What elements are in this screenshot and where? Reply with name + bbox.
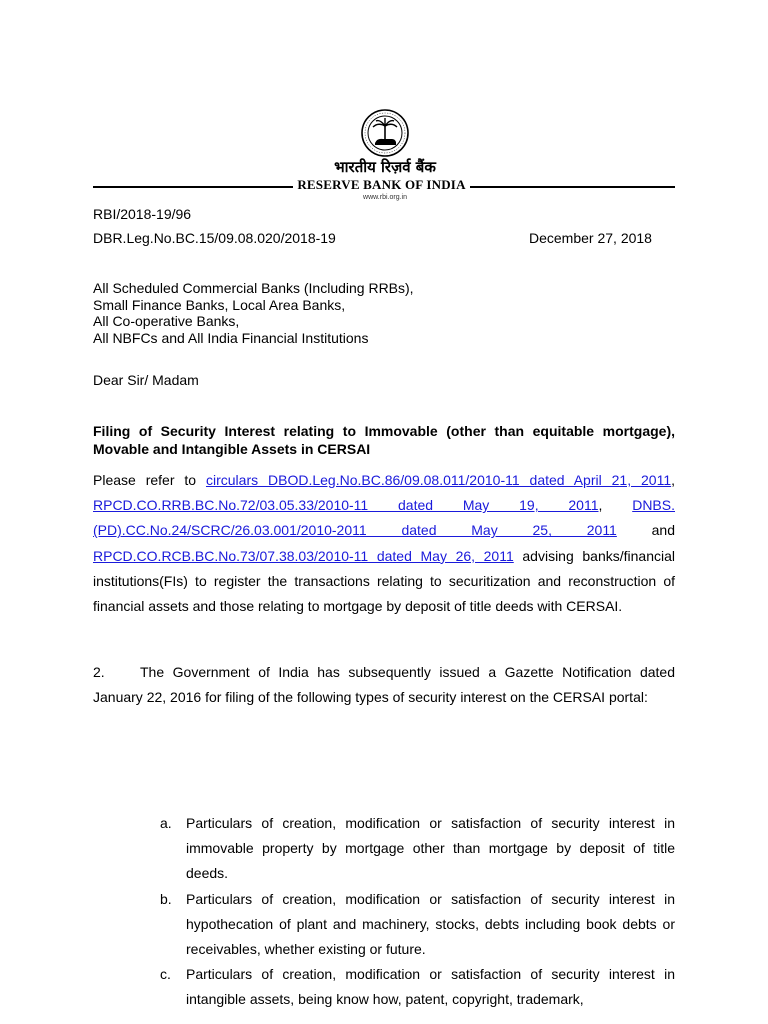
addressee-line: Small Finance Banks, Local Area Banks, xyxy=(93,296,346,313)
bank-website: www.rbi.org.in xyxy=(363,194,407,201)
salutation: Dear Sir/ Madam xyxy=(93,372,199,388)
list-item-text: Particulars of creation, modification or satisfaction of security interest in intangible assets, being know how, patent, copyright, trademark, xyxy=(186,966,675,1008)
paragraph-2-text: The Government of India has subsequently issued a Gazette Notification dated January 22, 2016 for filing of the following types of security interest on the CERSAI portal: xyxy=(93,664,675,706)
header-rule-right xyxy=(470,186,675,188)
circular-link-dnbs[interactable]: DNBS.(PD).CC.No.24/SCRC/26.03.001/2010-2011 dated May 25, 2011 xyxy=(93,497,675,539)
list-item-text: Particulars of creation, modification or satisfaction of security interest in hypothecation of plant and machinery, stocks, debts including book debts or receivables, whether existing or future. xyxy=(186,890,675,958)
list-item xyxy=(160,887,675,963)
header-rule-left xyxy=(93,186,293,188)
list-item-text: Particulars of creation, modification or satisfaction of security interest in immovable property by mortgage other than mortgage by deposit of title deeds. xyxy=(186,815,675,882)
security-interest-list xyxy=(160,811,675,1013)
paragraph-2 xyxy=(93,660,675,710)
paragraph-number: 2. xyxy=(93,664,105,680)
paragraph-1-rest: advising banks/financial institutions(FIs) to register the transactions relating to securitization and reconstruction of financial assets and those relating to mortgage by deposit of title deeds with CERSAI. xyxy=(93,547,675,615)
list-item xyxy=(160,962,675,1012)
rbi-emblem-icon xyxy=(360,108,410,158)
list-item xyxy=(160,811,675,887)
addressee-line: All Co-operative Banks, xyxy=(93,313,240,329)
bank-name-english: RESERVE BANK OF INDIA xyxy=(297,177,466,192)
circular-link-rpcd-rcb[interactable]: RPCD.CO.RCB.BC.No.73/07.38.03/2010-11 dated May 26, 2011 xyxy=(93,547,514,564)
separator: , xyxy=(671,472,675,488)
paragraph-1-lead: Please refer to xyxy=(93,472,206,488)
separator: , xyxy=(598,497,633,514)
bank-name-hindi: भारतीय रिज़र्व बैंक xyxy=(334,158,436,176)
list-marker: a. xyxy=(160,815,172,831)
addressee-line: All Scheduled Commercial Banks (Including RRBs), xyxy=(93,280,414,296)
paragraph-1 xyxy=(93,468,675,619)
separator: and xyxy=(616,522,676,539)
addressee-line: All NBFCs and All India Financial Institutions xyxy=(93,329,369,346)
list-marker: b. xyxy=(160,890,172,907)
addressee-block xyxy=(93,280,414,346)
subject-heading: Filing of Security Interest relating to Immovable (other than equitable mortgage), Movable and Intangible Assets in CERSAI xyxy=(93,423,675,457)
list-marker: c. xyxy=(160,966,171,983)
circular-link-dbod[interactable]: circulars DBOD.Leg.No.BC.86/09.08.011/2010-11 dated April 21, 2011 xyxy=(205,472,672,488)
circular-link-rpcd-rrb[interactable]: RPCD.CO.RRB.BC.No.72/03.05.33/2010-11 dated May 19, 2011 xyxy=(93,497,599,514)
dbr-reference-number: DBR.Leg.No.BC.15/09.08.020/2018-19 xyxy=(93,230,336,246)
rbi-reference-number: RBI/2018-19/96 xyxy=(93,206,192,222)
circular-date: December 27, 2018 xyxy=(529,230,652,246)
